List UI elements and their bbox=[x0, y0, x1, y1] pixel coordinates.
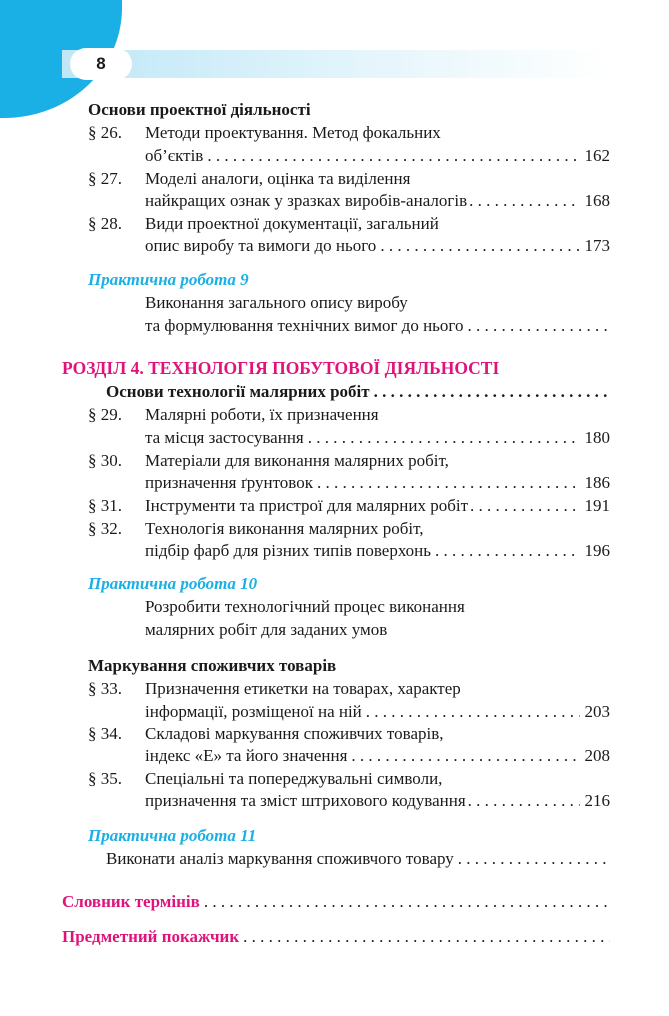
entry-title: призначення та зміст штрихового кодування bbox=[145, 791, 466, 810]
entry-title: найкращих ознак у зразках виробів-аналогів bbox=[145, 191, 468, 210]
page-ref: 203 bbox=[584, 702, 610, 721]
page-ref: 168 bbox=[584, 191, 610, 210]
toc-entry-31[interactable] bbox=[88, 495, 610, 517]
paragraph-number: § 30. bbox=[88, 451, 122, 470]
section-heading-label: Основи технології малярних робіт bbox=[106, 382, 370, 401]
entry-title: Матеріали для виконання малярних робіт, bbox=[145, 451, 449, 470]
toc-entry-26-cont[interactable] bbox=[145, 145, 610, 167]
glossary-label: Словник термінів bbox=[62, 892, 200, 911]
toc-entry-33[interactable] bbox=[88, 678, 610, 700]
entry-title: Технологія виконання малярних робіт, bbox=[145, 519, 424, 538]
practical-work-10-title bbox=[88, 573, 257, 595]
paragraph-number: § 35. bbox=[88, 769, 122, 788]
leader-dots bbox=[313, 472, 580, 494]
leader-dots bbox=[463, 315, 610, 337]
entry-title: Моделі аналоги, оцінка та виділення bbox=[145, 169, 411, 188]
entry-title: Види проектної документації, загальний bbox=[145, 214, 439, 233]
practical-work-10-line1 bbox=[145, 596, 465, 618]
leader-dots bbox=[454, 848, 610, 870]
paragraph-number: § 27. bbox=[88, 169, 122, 188]
practical-work-10-line2[interactable] bbox=[145, 619, 387, 641]
section-heading-painting[interactable] bbox=[106, 381, 610, 403]
toc-entry-35-cont[interactable] bbox=[145, 790, 610, 812]
paragraph-number: § 31. bbox=[88, 496, 122, 515]
leader-dots bbox=[468, 495, 580, 517]
entry-title: Розробити технологічний процес виконання bbox=[145, 597, 465, 616]
toc-entry-28[interactable] bbox=[88, 213, 610, 235]
toc-entry-30[interactable] bbox=[88, 450, 610, 472]
page-ref: 173 bbox=[584, 236, 610, 255]
entry-title: Виконати аналіз маркування споживчого товару bbox=[106, 849, 454, 868]
toc-entry-28-cont[interactable] bbox=[145, 235, 610, 257]
glossary-entry[interactable] bbox=[62, 891, 610, 913]
page-ref: 191 bbox=[584, 496, 610, 515]
entry-title: малярних робіт для заданих умов bbox=[145, 620, 388, 639]
leader-dots bbox=[200, 891, 610, 913]
entry-title: та місця застосування bbox=[145, 428, 304, 447]
paragraph-number: § 28. bbox=[88, 214, 122, 233]
page-ref: 180 bbox=[584, 428, 610, 447]
leader-dots bbox=[376, 235, 580, 257]
leader-dots bbox=[362, 701, 580, 723]
toc-entry-32-cont[interactable] bbox=[145, 540, 610, 562]
leader-dots bbox=[431, 540, 580, 562]
page-ref: 196 bbox=[584, 541, 610, 560]
practical-label: Практична робота 9 bbox=[88, 270, 249, 289]
leader-dots bbox=[466, 790, 580, 812]
practical-work-11-line1[interactable] bbox=[106, 848, 610, 870]
leader-dots bbox=[239, 926, 610, 948]
page-ref: 186 bbox=[584, 473, 610, 492]
index-label: Предметний покажчик bbox=[62, 927, 240, 946]
entry-title: індекс «Е» та його значення bbox=[145, 746, 348, 765]
leader-dots bbox=[370, 381, 610, 403]
section-heading-project bbox=[88, 99, 311, 121]
chapter-title: РОЗДІЛ 4. ТЕХНОЛОГІЯ ПОБУТОВОЇ ДІЯЛЬНОСТІ bbox=[62, 358, 500, 378]
toc-entry-30-cont[interactable] bbox=[145, 472, 610, 494]
entry-title: Складові маркування споживчих товарів, bbox=[145, 724, 444, 743]
entry-title: Інструменти та пристрої для малярних робіт bbox=[145, 496, 469, 515]
leader-dots bbox=[304, 427, 580, 449]
section-heading-label: Основи проектної діяльності bbox=[88, 100, 311, 119]
practical-label: Практична робота 10 bbox=[88, 574, 258, 593]
paragraph-number: § 34. bbox=[88, 724, 122, 743]
toc-entry-26[interactable] bbox=[88, 122, 610, 144]
entry-title: та формулювання технічних вимог до нього bbox=[145, 316, 464, 335]
entry-title: Призначення етикетки на товарах, характер bbox=[145, 679, 461, 698]
practical-work-9-line2[interactable] bbox=[145, 315, 610, 337]
practical-work-9-title bbox=[88, 269, 249, 291]
page-ref: 162 bbox=[584, 146, 610, 165]
entry-title: призначення ґрунтовок bbox=[145, 473, 313, 492]
index-entry[interactable] bbox=[62, 926, 610, 948]
toc-entry-34[interactable] bbox=[88, 723, 610, 745]
toc-entry-29[interactable] bbox=[88, 404, 610, 426]
entry-title: Спеціальні та попереджувальні символи, bbox=[145, 769, 443, 788]
entry-title: Малярні роботи, їх призначення bbox=[145, 405, 379, 424]
paragraph-number: § 29. bbox=[88, 405, 122, 424]
practical-work-9-line1 bbox=[145, 292, 408, 314]
page-number: 8 bbox=[70, 48, 132, 80]
entry-title: Виконання загального опису виробу bbox=[145, 293, 408, 312]
toc-entry-27-cont[interactable] bbox=[145, 190, 610, 212]
chapter-4-heading[interactable] bbox=[62, 357, 499, 379]
practical-label: Практична робота 11 bbox=[88, 826, 257, 845]
entry-title: інформації, розміщеної на ній bbox=[145, 702, 362, 721]
toc-entry-33-cont[interactable] bbox=[145, 701, 610, 723]
paragraph-number: § 33. bbox=[88, 679, 122, 698]
entry-title: об’єктів bbox=[145, 146, 204, 165]
toc-entry-27[interactable] bbox=[88, 168, 610, 190]
practical-work-11-title bbox=[88, 825, 256, 847]
leader-dots bbox=[347, 745, 580, 767]
toc-entry-34-cont[interactable] bbox=[145, 745, 610, 767]
section-heading-marking bbox=[88, 655, 336, 677]
entry-title: опис виробу та вимоги до нього bbox=[145, 236, 377, 255]
paragraph-number: § 26. bbox=[88, 123, 122, 142]
entry-title: підбір фарб для різних типів поверхонь bbox=[145, 541, 432, 560]
page-ref: 208 bbox=[584, 746, 610, 765]
toc-entry-35[interactable] bbox=[88, 768, 610, 790]
entry-title: Методи проектування. Метод фокальних bbox=[145, 123, 441, 142]
toc-entry-29-cont[interactable] bbox=[145, 427, 610, 449]
leader-dots bbox=[467, 190, 580, 212]
toc-entry-32[interactable] bbox=[88, 518, 610, 540]
paragraph-number: § 32. bbox=[88, 519, 122, 538]
page-ref: 216 bbox=[584, 791, 610, 810]
section-heading-label: Маркування споживчих товарів bbox=[88, 656, 337, 675]
leader-dots bbox=[203, 145, 580, 167]
